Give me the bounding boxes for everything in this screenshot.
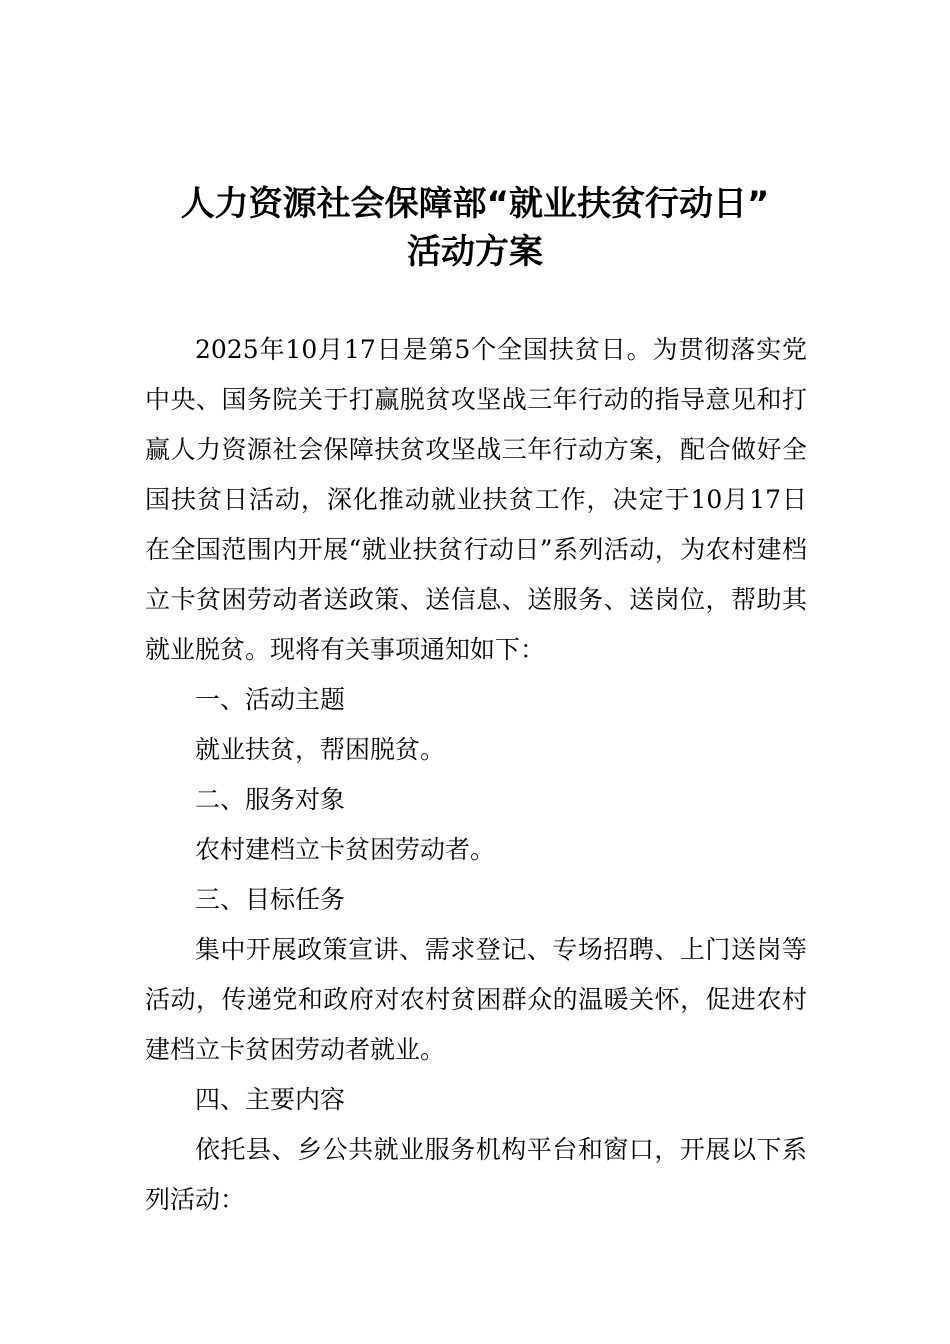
section-heading-target: 二、服务对象 — [195, 785, 346, 814]
section-text-content: 依托县、乡公共就业服务机构平台和窗口，开展以下系列活动： — [145, 1135, 807, 1214]
section-text-goals: 集中开展政策宣讲、需求登记、专场招聘、上门送岗等活动，传递党和政府对农村贫困群众的温暖关怀，促进农村建档立卡贫困劳动者就业。 — [145, 935, 807, 1064]
section-heading-goals: 三、目标任务 — [195, 885, 346, 914]
section-heading-content: 四、主要内容 — [195, 1085, 346, 1114]
section-text-theme: 就业扶贫，帮困脱贫。 — [195, 735, 446, 764]
document-title-line-2: 活动方案 — [407, 232, 543, 272]
section-text-target: 农村建档立卡贫困劳动者。 — [195, 835, 496, 864]
section-heading-theme: 一、活动主题 — [195, 685, 346, 714]
intro-paragraph: 2025年10月17日是第5个全国扶贫日。为贯彻落实党中央、国务院关于打赢脱贫攻坚战三年行动的指导意见和打赢人力资源社会保障扶贫攻坚战三年行动方案，配合做好全国扶贫日活动，深化推动就业扶贫工作，决定于10月17日在全国范围内开展“就业扶贫行动日”系列活动，为农村建档立卡贫困劳动者送政策、送信息、送服务、送岗位，帮助其就业脱贫。现将有关事项通知如下： — [145, 335, 807, 664]
document-title-line-1: 人力资源社会保障部“就业扶贫行动日” — [180, 184, 770, 224]
document-body — [145, 325, 807, 1225]
